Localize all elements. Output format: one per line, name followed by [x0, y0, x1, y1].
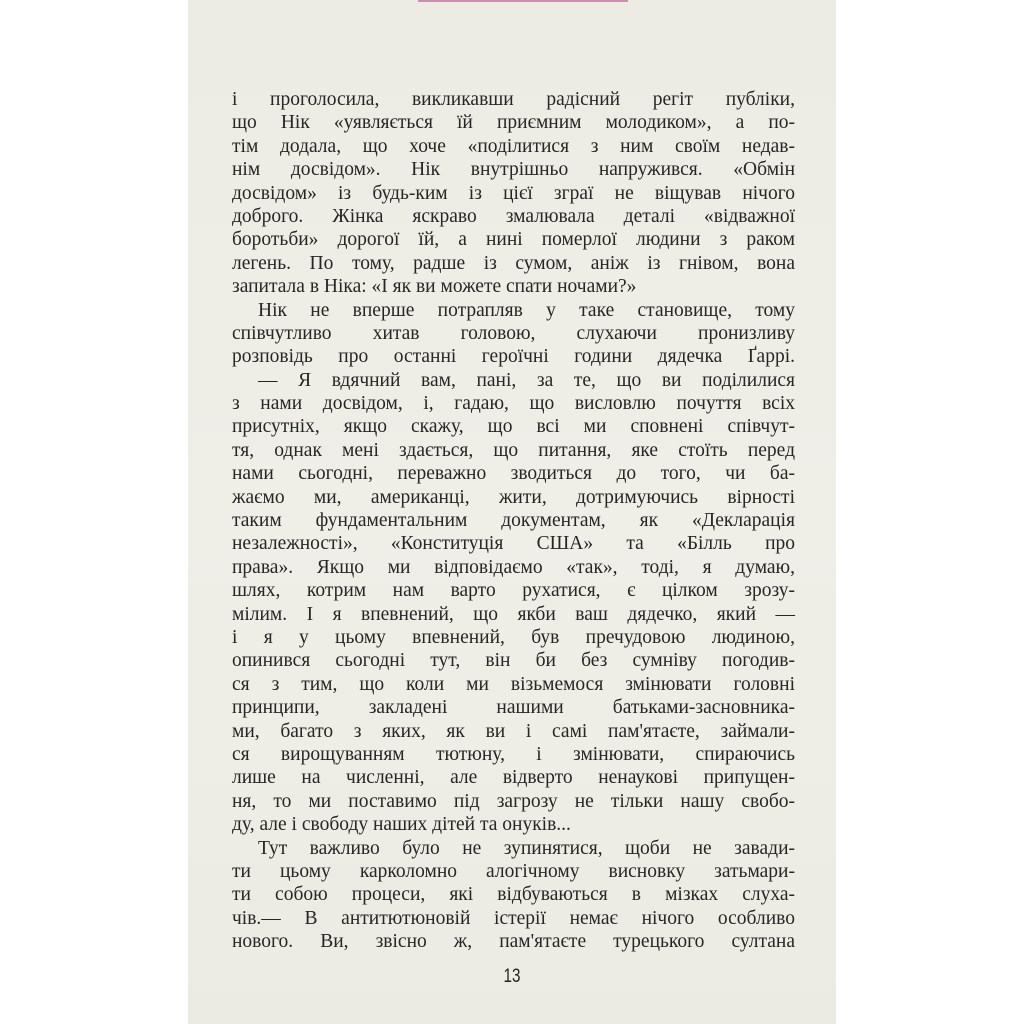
text-line: тім додала, що хоче «поділитися з ним своїм недав-	[232, 135, 795, 157]
text-line: нами сьогодні, переважно зводиться до того, чи ба-	[232, 463, 795, 485]
text-line: — Я вдячний вам, пані, за те, що ви поділилися	[258, 369, 795, 391]
text-line: нового. Ви, звісно ж, пам'ятаєте турецького султана	[232, 931, 795, 953]
text-line: лише на численні, але відверто ненаукові припущен-	[232, 767, 795, 789]
text-line: принципи, закладені нашими батьками-засновника-	[232, 697, 795, 719]
text-line: ся вирощуванням тютюну, і змінювати, спираючись	[232, 743, 795, 765]
text-line: Нік не вперше потрапляв у таке становище, тому	[258, 299, 795, 321]
text-line: Тут важливо було не зупинятися, щоби не завади-	[258, 837, 795, 859]
text-line: розповідь про останні героїчні години дядечка Ґаррі.	[232, 346, 795, 368]
text-line: легень. По тому, радше із сумом, аніж із гнівом, вона	[232, 252, 795, 274]
text-line: запитала в Ніка: «І як ви можете спати ночами?»	[232, 276, 637, 298]
text-line: що Нік «уявляється їй приємним молодиком», а по-	[232, 112, 795, 134]
page-number: 13	[503, 966, 521, 987]
text-line: мілим. І я впевнений, що якби ваш дядечко, який —	[232, 603, 795, 625]
text-line: ня, то ми поставимо під загрозу не тільки нашу свобо-	[232, 790, 795, 812]
text-line: присутніх, якщо скажу, що всі ми сповнені співчут-	[232, 416, 795, 438]
text-line: з нами досвідом, і, гадаю, що висловлю почуття всіх	[232, 393, 795, 415]
text-line: ти собою процеси, які відбуваються в мізках слуха-	[232, 884, 795, 906]
text-line: права». Якщо ми відповідаємо «так», тоді, я думаю,	[232, 556, 795, 578]
text-line: тя, однак мені здається, що питання, яке стоїть перед	[232, 439, 795, 461]
book-page	[188, 0, 836, 1024]
text-line: незалежності», «Конституція США» та «Білль про	[232, 533, 795, 555]
text-line: ду, але і свободу наших дітей та онуків...	[232, 814, 571, 836]
text-line: ти цьому карколомно алогічному висновку затьмари-	[232, 860, 795, 882]
text-line: ми, багато з яких, як ви і самі пам'ятаєте, займали-	[232, 720, 795, 742]
body-text	[232, 88, 795, 953]
text-line: жаємо ми, американці, жити, дотримуючись вірності	[232, 486, 795, 508]
text-line: співчутливо хитав головою, слухаючи пронизливу	[232, 322, 795, 344]
text-line: боротьби» дорогої їй, а нині померлої людини з раком	[232, 229, 795, 251]
text-line: опинився сьогодні тут, він би без сумніву погодив-	[232, 650, 795, 672]
text-line: чів.— В антитютюновій істерії немає нічого особливо	[232, 907, 795, 929]
text-line: таким фундаментальним документам, як «Декларація	[232, 510, 795, 532]
text-line: нім досвідом». Нік внутрішньо напружився. «Обмін	[232, 159, 795, 181]
text-line: шлях, котрим нам варто рухатися, є цілком зрозу-	[232, 580, 795, 602]
adjacent-page-edge	[418, 0, 628, 2]
text-line: і я у цьому впевнений, був пречудовою людиною,	[232, 626, 795, 648]
text-line: ся з тим, що коли ми візьмемося змінювати головні	[232, 673, 795, 695]
text-line: доброго. Жінка яскраво змалювала деталі «відважної	[232, 205, 795, 227]
text-line: досвідом» із будь-ким із цієї зграї не віщував нічого	[232, 182, 795, 204]
text-line: і проголосила, викликавши радісний регіт публіки,	[232, 89, 795, 110]
